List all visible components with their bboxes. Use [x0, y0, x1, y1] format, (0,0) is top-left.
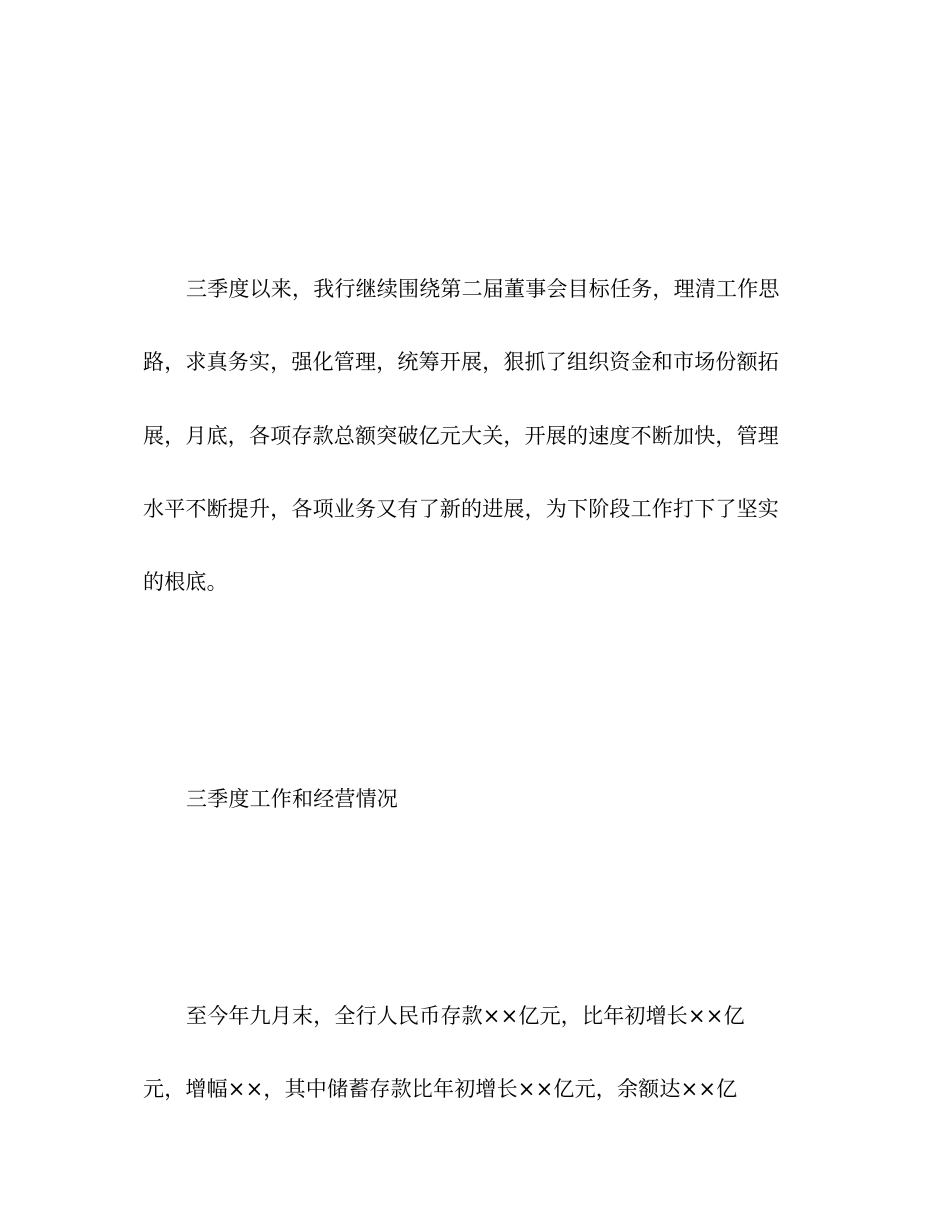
paragraph-line: 三季度以来，我行继续围绕第二届董事会目标任务，理清工作思 — [186, 277, 780, 301]
paragraph-line: 路，求真务实，强化管理，统筹开展，狠抓了组织资金和市场份额拓 — [143, 350, 779, 374]
paragraph-line: 水平不断提升，各项业务又有了新的进展，为下阶段工作打下了坚实 — [143, 497, 779, 521]
section-heading-text: 三季度工作和经营情况 — [186, 787, 398, 811]
paragraph-line: 至今年九月末，全行人民币存款××亿元，比年初增长××亿 — [186, 1004, 745, 1028]
paragraph-line: 元，增幅××，其中储蓄存款比年初增长××亿元，余额达××亿 — [143, 1077, 738, 1101]
paragraph-line: 展，月底，各项存款总额突破亿元大关，开展的速度不断加快，管理 — [143, 424, 779, 448]
paragraph-line: 的根底。 — [143, 570, 228, 594]
